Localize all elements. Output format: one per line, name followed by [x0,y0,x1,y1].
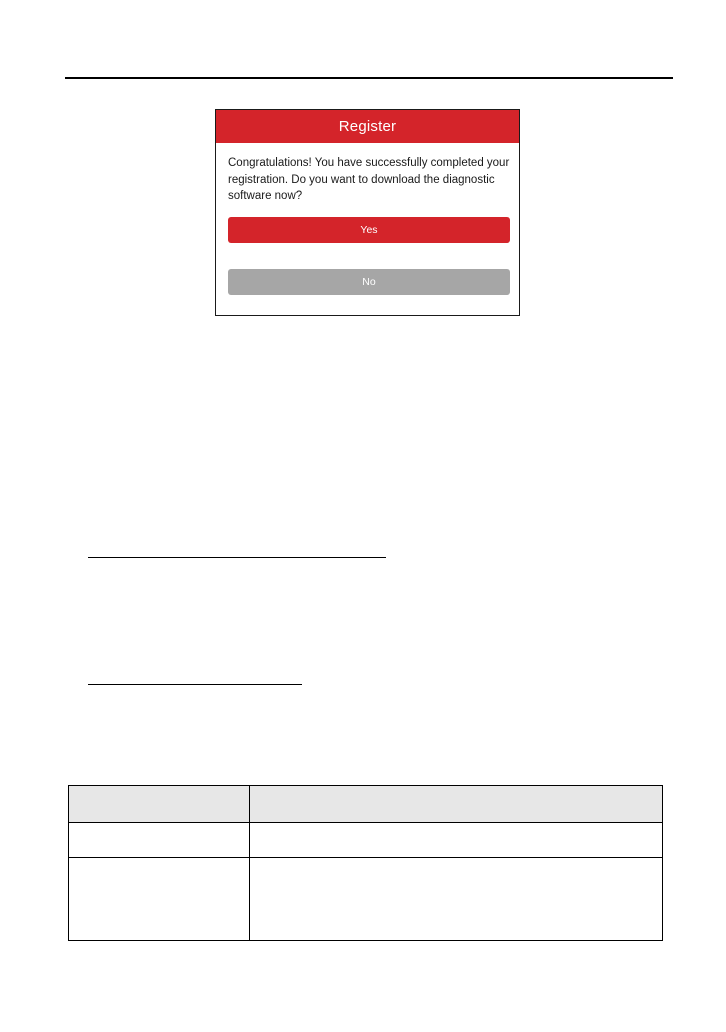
register-dialog [215,109,520,316]
table-header-cell [69,786,250,822]
table-header-row [69,786,662,823]
info-table [68,785,663,941]
dialog-title: Register [338,118,397,135]
section-heading-underline-1 [88,557,386,558]
yes-button[interactable]: Yes [228,217,510,243]
table-row [69,823,662,858]
table-cell [69,823,250,857]
table-row [69,858,662,940]
table-cell [69,858,250,940]
table-cell [250,858,662,940]
no-button[interactable]: No [228,269,510,295]
table-cell [250,823,662,857]
dialog-message: Congratulations! You have successfully completed your registration. Do you want to download the diagnostic software now? [228,157,510,202]
page-header-rule [65,77,673,79]
table-header-cell [250,786,662,822]
dialog-title-bar [216,110,519,143]
section-heading-underline-2 [88,684,302,685]
